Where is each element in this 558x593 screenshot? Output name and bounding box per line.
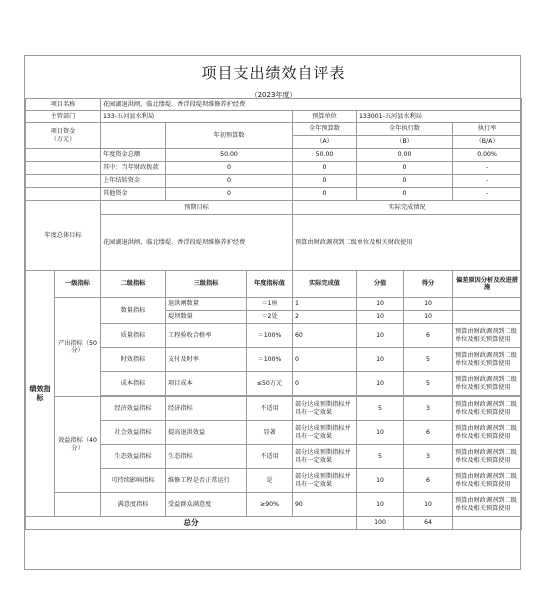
indicator-name: 生态指标	[166, 445, 247, 469]
page-title: 项目支出绩效自评表	[201, 64, 346, 82]
indicator-reason: 预算由财政调剂到二级单位及相关预算使用	[453, 469, 522, 493]
funds-label-spacer	[26, 188, 101, 201]
indicator-name: 工程验收合格率	[166, 324, 247, 348]
indicator-target: ＝100%	[247, 348, 293, 372]
total-reason-blank	[453, 517, 522, 530]
satisfaction-indicator: 满意度指标	[101, 493, 166, 517]
col-initial-budget: 年初预算数	[166, 123, 293, 149]
col-a: （A）	[293, 136, 357, 149]
fund-row-label: 上年结转资金	[101, 175, 166, 188]
col-target: 年度指标值	[247, 271, 293, 298]
col-level1: 一级指标	[55, 271, 101, 298]
col-full-exec: 全年执行数	[357, 123, 453, 136]
project-name: 花园湖退洪闸、临北缕堤、香浮段堤坝维修养护经费	[101, 99, 522, 111]
dept-value: 133-五河县水利局	[101, 111, 293, 123]
indicator-reason: 预算由财政调剂到二级单位及相关预算使用	[453, 397, 522, 421]
indicator-score: 10	[404, 298, 453, 311]
indicator-reason: 预算由财政调剂到二级单位及相关预算使用	[453, 372, 522, 396]
evaluation-table	[25, 98, 522, 530]
funds-label: 项目资金 （万元）	[26, 123, 101, 149]
fund-row-initial: 0	[166, 188, 293, 201]
economic-indicator: 经济效益指标	[101, 397, 166, 421]
satisfaction-level1-blank	[55, 493, 101, 517]
indicator-score: 10	[404, 493, 453, 517]
indicator-max: 5	[357, 397, 404, 421]
fund-row-label: 年度资金总额	[101, 149, 166, 162]
indicator-actual: 1	[293, 298, 357, 311]
total-max: 100	[357, 517, 404, 530]
fund-row-initial: 0	[166, 162, 293, 175]
indicator-actual: 60	[293, 324, 357, 348]
col-ba: （B/A）	[453, 136, 522, 149]
indicator-actual: 2	[293, 311, 357, 324]
fund-row-initial: 0	[166, 175, 293, 188]
evaluation-sheet	[24, 55, 521, 570]
expected-goal-text: 花园湖退洪闸、临北缕堤、香浮段堤坝维修养护经费	[101, 215, 293, 271]
indicator-max: 10	[357, 493, 404, 517]
indicator-name: 受益群众满意度	[166, 493, 247, 517]
col-score-max: 分值	[357, 271, 404, 298]
indicator-max: 10	[357, 311, 404, 324]
fund-row-exec: 0	[357, 162, 453, 175]
indicator-actual: 部分达成预期指标并具有一定效果	[293, 445, 357, 469]
cost-indicator: 成本指标	[101, 372, 166, 396]
indicator-score: 3	[404, 397, 453, 421]
indicator-score: 6	[404, 421, 453, 445]
indicator-max: 10	[357, 348, 404, 372]
indicator-score: 10	[404, 311, 453, 324]
indicator-name: 维修工程是否正常运行	[166, 469, 247, 493]
indicator-target: 不适用	[247, 397, 293, 421]
indicator-max: 10	[357, 372, 404, 396]
fund-row-rate: -	[453, 188, 522, 201]
col-exec-rate: 执行率	[453, 123, 522, 136]
indicator-reason: 预算由财政调剂到二级单位及相关预算使用	[453, 421, 522, 445]
indicator-reason: 预算由财政调剂到二级单位及相关预算使用	[453, 445, 522, 469]
col-full-budget: 全年预算数	[293, 123, 357, 136]
funds-label-spacer	[26, 175, 101, 188]
col-level3: 三级指标	[166, 271, 247, 298]
social-indicator: 社会效益指标	[101, 421, 166, 445]
fund-row-rate: -	[453, 175, 522, 188]
indicator-name: 项目成本	[166, 372, 247, 396]
indicator-name: 支付及时率	[166, 348, 247, 372]
actual-result-text: 预算由财政调剂到二级单位及相关财政使用	[293, 215, 522, 271]
quality-indicator: 质量指标	[101, 324, 166, 348]
indicator-max: 10	[357, 421, 404, 445]
indicator-target: 显著	[247, 421, 293, 445]
col-reason: 偏差原因分析及改进措施	[453, 271, 522, 298]
indicator-target: ＝100%	[247, 324, 293, 348]
col-level2: 二级指标	[101, 271, 166, 298]
project-name-label: 项目名称	[26, 99, 101, 111]
fund-row-rate: -	[453, 162, 522, 175]
fund-row-rate: 0.00%	[453, 149, 522, 162]
col-b: （B）	[357, 136, 453, 149]
fund-row-budget: 0	[293, 188, 357, 201]
fund-row-exec: 0	[357, 188, 453, 201]
benefit-indicator-label: 效益指标（40分）	[55, 397, 101, 493]
indicator-target: ≥90%	[247, 493, 293, 517]
col-actual: 实际完成值	[293, 271, 357, 298]
fund-row-label: 其他资金	[101, 188, 166, 201]
output-indicator-label: 产出指标（50分）	[55, 298, 101, 397]
indicator-name: 提高退洪效益	[166, 421, 247, 445]
sustainability-indicator: 可持续影响指标	[101, 469, 166, 493]
indicator-target: 是	[247, 469, 293, 493]
expected-goal-header: 预期目标	[101, 201, 293, 215]
fund-row-exec: 0.00	[357, 149, 453, 162]
indicator-actual: 90	[293, 493, 357, 517]
indicator-reason	[453, 311, 522, 324]
fund-row-initial: 50.00	[166, 149, 293, 162]
funds-label-spacer	[26, 149, 101, 162]
indicator-score: 5	[404, 372, 453, 396]
indicator-actual: 部分达成预期指标并具有一定效果	[293, 397, 357, 421]
indicator-name: 退洪闸数量	[166, 298, 247, 311]
funds-label-spacer	[26, 162, 101, 175]
annual-goal-label: 年度总体目标	[26, 201, 101, 271]
indicator-score: 6	[404, 324, 453, 348]
indicator-score: 6	[404, 469, 453, 493]
col-score: 得分	[404, 271, 453, 298]
indicator-target: ＝1座	[247, 298, 293, 311]
perf-section-label: 绩效指标	[26, 271, 55, 517]
fund-row-budget: 50.00	[293, 149, 357, 162]
ecological-indicator: 生态效益指标	[101, 445, 166, 469]
indicator-max: 10	[357, 298, 404, 311]
indicator-actual: 0	[293, 348, 357, 372]
fund-row-budget: 0	[293, 175, 357, 188]
fund-row-budget: 0	[293, 162, 357, 175]
indicator-actual: 部分达成预期指标并具有一定效果	[293, 469, 357, 493]
indicator-reason	[453, 298, 522, 311]
indicator-reason: 预算由财政调剂到二级单位及相关预算使用	[453, 493, 522, 517]
indicator-reason: 预算由财政调剂到二级单位及相关预算使用	[453, 348, 522, 372]
indicator-score: 5	[404, 348, 453, 372]
actual-result-header: 实际完成情况	[293, 201, 522, 215]
indicator-actual: 部分达成预期指标并具有一定效果	[293, 421, 357, 445]
unit-label: 预算单位	[293, 111, 357, 123]
indicator-target: 不适用	[247, 445, 293, 469]
indicator-max: 5	[357, 445, 404, 469]
indicator-reason: 预算由财政调剂到二级单位及相关预算使用	[453, 324, 522, 348]
unit-value: 133001-五河县水利局	[357, 111, 522, 123]
quantity-indicator: 数量指标	[101, 298, 166, 324]
indicator-target: ≤50万元	[247, 372, 293, 396]
dept-label: 主管部门	[26, 111, 101, 123]
indicator-name: 堤坝数量	[166, 311, 247, 324]
indicator-score: 3	[404, 445, 453, 469]
indicator-name: 经济指标	[166, 397, 247, 421]
total-label: 总分	[26, 517, 357, 530]
indicator-max: 10	[357, 324, 404, 348]
fiscal-year: （2023年度）	[250, 91, 297, 99]
indicator-actual: 0	[293, 372, 357, 396]
fund-row-label: 其中：当年财政拨款	[101, 162, 166, 175]
timeliness-indicator: 时效指标	[101, 348, 166, 372]
fund-row-exec: 0	[357, 175, 453, 188]
indicator-max: 10	[357, 469, 404, 493]
funds-blank	[101, 123, 166, 149]
total-score: 64	[404, 517, 453, 530]
indicator-target: ＝2处	[247, 311, 293, 324]
